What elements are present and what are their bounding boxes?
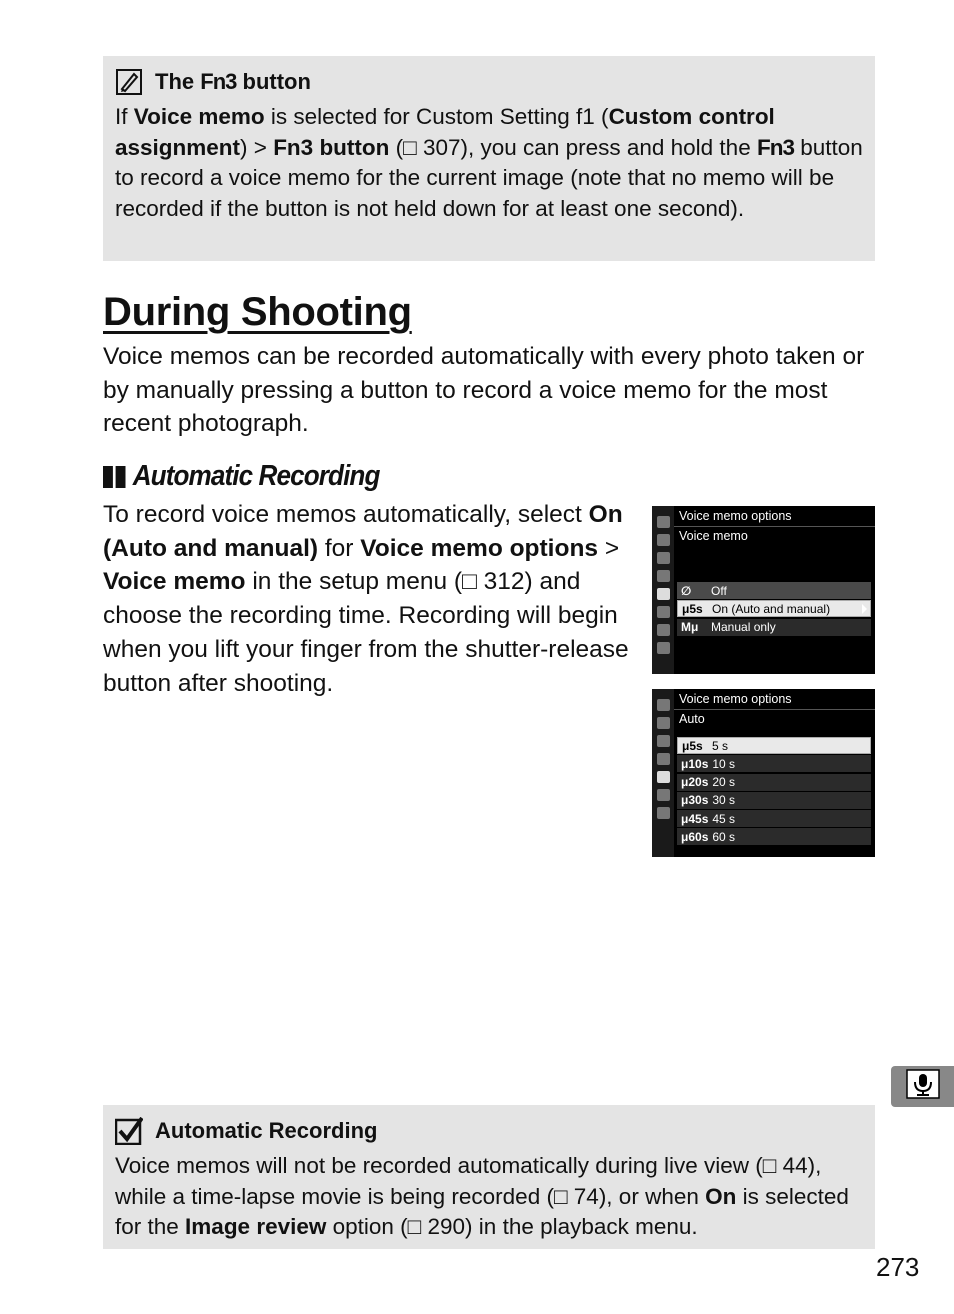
option-30s[interactable]: μ30s 30 s: [677, 792, 871, 809]
arrow-right-icon: [862, 604, 867, 614]
setup-tab-icon: [657, 771, 670, 783]
note-heading: [115, 1117, 863, 1145]
retouch-tab-icon: [657, 606, 670, 618]
camera-screen-auto-time: [652, 689, 875, 857]
movie-tab-icon: [657, 552, 670, 564]
option-10s[interactable]: μ10s 10 s: [677, 755, 871, 772]
note-box-automatic-recording: [103, 1105, 875, 1249]
microphone-icon: [906, 1069, 940, 1104]
option-5s[interactable]: μ5s 5 s: [677, 737, 871, 754]
note-heading-text: The: [155, 69, 195, 94]
menu-tabs: [652, 689, 674, 857]
camera-screen-voice-memo: [652, 506, 875, 674]
subsection-title-text: Automatic Recording: [132, 460, 380, 492]
fn3-label: Fn3: [200, 69, 237, 94]
mymenu-tab-icon: [657, 807, 670, 819]
page-number: 273: [876, 1252, 920, 1282]
option-45s[interactable]: μ45s 45 s: [677, 810, 871, 827]
mymenu-tab-icon: [657, 624, 670, 636]
note-box-fn3: [103, 56, 875, 261]
note-heading-text: button: [242, 69, 311, 94]
checkmark-caution-icon: [115, 1117, 143, 1145]
screen-title: Voice memo options: [679, 692, 792, 706]
subsection-title: [103, 460, 380, 493]
auto-recording-paragraph: To record voice memos automatically, select On (Auto and manual) for Voice memo options > Voice memo in the setup menu (□ 312) and choose the recording time. Recording will begin when you lift your finger from the shutter-release button after shooting.: [103, 501, 629, 697]
note-heading: [115, 68, 863, 96]
option-60s[interactable]: μ60s 60 s: [677, 828, 871, 845]
playback-tab-icon: [657, 699, 670, 711]
screen-subtitle: Voice memo: [679, 529, 748, 543]
custom-tab-icon: [657, 753, 670, 765]
help-icon: [657, 642, 670, 654]
option-on-auto-manual[interactable]: μ5s On (Auto and manual): [677, 600, 871, 617]
note-heading-text: Automatic Recording: [155, 1118, 378, 1143]
movie-tab-icon: [657, 735, 670, 747]
option-off[interactable]: ∅ Off: [677, 582, 871, 599]
intro-paragraph: Voice memos can be recorded automatically with every photo taken or by manually pressing a button to record a voice memo for the most recent photograph.: [103, 343, 865, 437]
screen-subtitle: Auto: [679, 712, 705, 726]
section-title: During Shooting: [103, 290, 412, 334]
custom-tab-icon: [657, 570, 670, 582]
note-body: If Voice memo is selected for Custom Setting f1 (Custom control assignment) > Fn3 button (□ 307), you can press and hold the Fn3 button to record a voice memo for the current image (note that no memo will be recorded if the button is not held down for at least one second).: [115, 104, 863, 221]
chapter-tab: [891, 1066, 954, 1107]
pencil-note-icon: [115, 68, 143, 96]
menu-tabs: [652, 506, 674, 674]
shooting-tab-icon: [657, 717, 670, 729]
option-20s[interactable]: μ20s 20 s: [677, 774, 871, 791]
screen-title: Voice memo options: [679, 509, 792, 523]
playback-tab-icon: [657, 516, 670, 528]
retouch-tab-icon: [657, 789, 670, 801]
shooting-tab-icon: [657, 534, 670, 546]
option-manual-only[interactable]: Mμ Manual only: [677, 619, 871, 636]
section-bars-icon: [103, 466, 126, 488]
note-body: Voice memos will not be recorded automatically during live view (□ 44), while a time-lapse movie is being recorded (□ 74), or when On is selected for the Image review option (□ 290) in the playback menu.: [115, 1153, 849, 1239]
setup-tab-icon: [657, 588, 670, 600]
